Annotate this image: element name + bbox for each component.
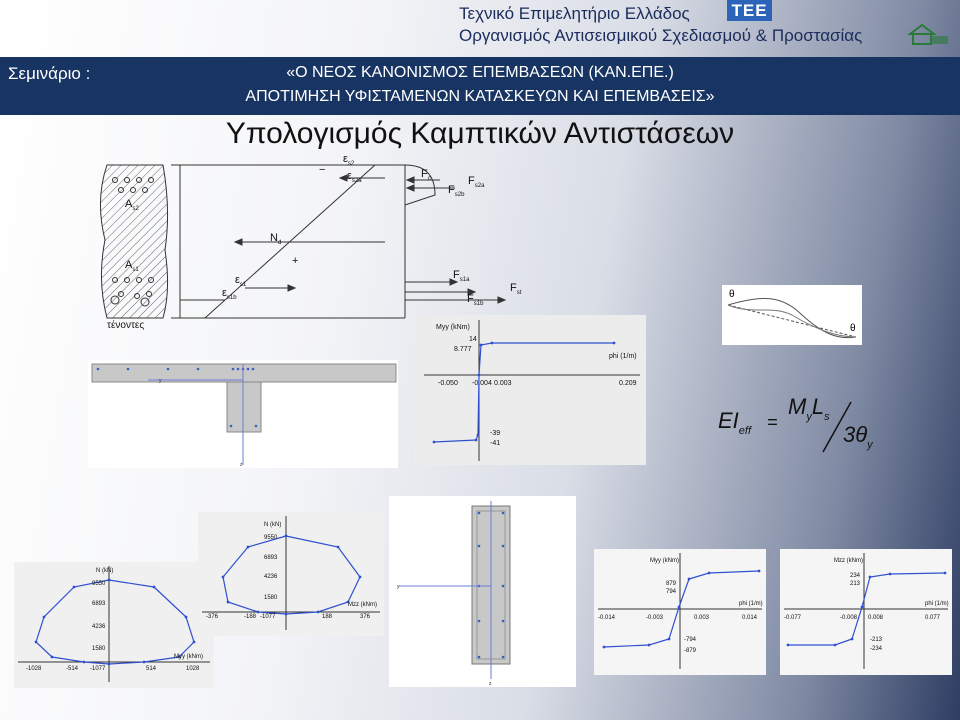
label-es1b: $\varepsilon_{s1b}$: [222, 287, 237, 301]
data-point: [477, 434, 480, 437]
label-fs1a: $F_{s1a}$: [453, 269, 470, 283]
data-point: [222, 576, 225, 579]
x-tick-label: -376: [206, 614, 219, 620]
label-es2: $\varepsilon_{s2}$: [343, 153, 355, 167]
data-point: [317, 611, 320, 614]
seminar-label: Σεμινάριο :: [8, 64, 91, 83]
y-tick-label: -1077: [260, 614, 276, 620]
seminar-banner: [0, 57, 960, 115]
x-tick-label: -0.003: [646, 615, 664, 621]
data-point: [43, 616, 46, 619]
formula-equals: =: [767, 412, 778, 432]
y-tick-label: 9550: [92, 581, 106, 587]
chart-n-mzz: [198, 512, 384, 636]
chart-myy-top: [414, 315, 646, 465]
y-tick-label: -41: [490, 440, 501, 447]
x-tick-label: -1028: [26, 666, 42, 672]
y-tick-label: -213: [870, 637, 883, 643]
data-point: [475, 439, 478, 442]
y-tick-label: -879: [684, 648, 697, 654]
y-tick-label: -794: [684, 637, 697, 643]
column-axis-y: y: [397, 584, 400, 590]
data-point: [285, 535, 288, 538]
data-point: [247, 546, 250, 549]
x-tick-label: 0.003: [494, 380, 512, 387]
x-tick-label: -0.050: [438, 380, 458, 387]
formula-denominator: $3\theta_y$: [843, 422, 873, 451]
effective-stiffness-formula: [715, 390, 890, 455]
data-point: [889, 573, 892, 576]
x-tick-label: 0.209: [619, 380, 637, 387]
data-point: [227, 601, 230, 604]
y-axis-label: Mzz (kNm): [834, 558, 863, 564]
y-axis-label: Myy (kNm): [436, 324, 470, 331]
data-point: [337, 546, 340, 549]
data-point: [688, 578, 691, 581]
data-point: [861, 606, 864, 609]
x-tick-label: -0.077: [784, 615, 802, 621]
x-tick-label: 188: [322, 614, 333, 620]
data-point: [153, 586, 156, 589]
data-point: [108, 663, 111, 666]
x-axis-label: phi (1/m): [739, 601, 763, 607]
column-section-panel: [389, 496, 576, 687]
data-point: [851, 638, 854, 641]
y-axis-label: N (kN): [96, 568, 114, 574]
label-fs2a: $F_{s2a}$: [468, 175, 485, 189]
label-plus: +: [292, 255, 299, 267]
data-point: [285, 613, 288, 616]
data-point: [834, 644, 837, 647]
label-fc: $F_c$: [421, 168, 431, 182]
seminar-title-line2: ΑΠΟΤΙΜΗΣΗ ΥΦΙΣΤΑΜΕΝΩΝ ΚΑΤΑΣΚΕΥΩΝ ΚΑΙ ΕΠΕΜΒΑΣΕΙΣ»: [245, 88, 715, 105]
org-name: Τεχνικό Επιμελητήριο Ελλάδος: [459, 4, 690, 23]
y-tick-label: 213: [850, 581, 861, 587]
x-axis-label: Mzz (kNm): [348, 602, 377, 608]
data-point: [108, 579, 111, 582]
data-point: [613, 342, 616, 345]
x-tick-label: -514: [66, 666, 79, 672]
label-es1: $\varepsilon_{s1}$: [235, 274, 247, 288]
x-tick-label: -0.004: [472, 380, 492, 387]
section-strain-diagram: [85, 150, 525, 340]
data-point: [433, 441, 436, 444]
label-fst: $F_{st}$: [510, 282, 522, 296]
data-point: [708, 572, 711, 575]
data-point: [478, 374, 481, 377]
column-axis-z: z: [489, 681, 492, 687]
org-subtitle: Οργανισμός Αντισεισμικού Σχεδιασμού & Προστασίας: [459, 26, 863, 45]
data-point: [944, 572, 947, 575]
y-tick-label: 1580: [92, 646, 106, 652]
data-point: [648, 644, 651, 647]
data-point: [491, 342, 494, 345]
x-tick-label: -0.014: [598, 615, 616, 621]
label-as1: $A_{s1}$: [125, 259, 139, 273]
chart-background: [780, 549, 952, 675]
y-tick-label: -39: [490, 430, 501, 437]
data-point: [359, 576, 362, 579]
data-point: [35, 641, 38, 644]
formula-numerator: $M_yL_s$: [788, 394, 830, 423]
data-point: [869, 576, 872, 579]
theta-label-2: θ: [850, 323, 856, 334]
data-point: [257, 611, 260, 614]
y-tick-label: 1580: [264, 595, 278, 601]
y-tick-label: 14: [469, 336, 477, 343]
y-tick-label: 6893: [92, 601, 106, 607]
y-tick-label: 794: [666, 589, 677, 595]
x-tick-label: 376: [360, 614, 371, 620]
x-tick-label: 1028: [186, 666, 200, 672]
y-tick-label: -234: [870, 646, 883, 652]
data-point: [185, 616, 188, 619]
label-es2a: $\varepsilon_{s2a}$: [347, 170, 362, 184]
x-tick-label: 0.003: [694, 615, 710, 621]
tee-axis-y: y: [159, 378, 162, 384]
y-tick-label: 879: [666, 581, 677, 587]
x-axis-label: phi (1/m): [609, 353, 637, 360]
deformed-shape-panel: [722, 285, 862, 345]
data-point: [787, 644, 790, 647]
label-nd: $N_d$: [270, 232, 282, 246]
data-point: [480, 344, 483, 347]
y-tick-label: 8.777: [454, 346, 472, 353]
data-point: [603, 646, 606, 649]
y-tick-label: 6893: [264, 555, 278, 561]
x-tick-label: -0.008: [840, 615, 858, 621]
data-point: [193, 641, 196, 644]
tee-section-panel: [88, 360, 398, 468]
y-tick-label: -1077: [90, 666, 106, 672]
chart-n-myy: [14, 562, 214, 688]
y-axis-label: Myy (kNm): [650, 558, 679, 564]
label-as2: $A_{s2}$: [125, 198, 139, 212]
theta-label-1: θ: [729, 289, 735, 300]
x-tick-label: 0.077: [925, 615, 941, 621]
y-tick-label: 4236: [92, 624, 106, 630]
label-fs1b: $F_{s1b}$: [467, 293, 484, 307]
x-tick-label: 0.014: [742, 615, 758, 621]
x-tick-label: 514: [146, 666, 157, 672]
x-tick-label: -188: [244, 614, 257, 620]
tee-logo: ΤΕΕ: [727, 0, 772, 21]
chart-mzz-phi: [780, 549, 952, 675]
x-axis-label: phi (1/m): [925, 601, 949, 607]
seminar-title-line1: «Ο ΝΕΟΣ ΚΑΝΟΝΙΣΜΟΣ ΕΠΕΜΒΑΣΕΩΝ (ΚΑΝ.ΕΠΕ.): [286, 64, 674, 81]
x-tick-label: 0.008: [868, 615, 884, 621]
data-point: [51, 656, 54, 659]
tee-axis-z: z: [240, 462, 243, 468]
data-point: [668, 638, 671, 641]
label-minus: −: [319, 164, 326, 176]
data-point: [73, 586, 76, 589]
y-tick-label: 4236: [264, 574, 278, 580]
data-point: [758, 570, 761, 573]
chart-myy-phi: [594, 549, 766, 675]
data-point: [83, 661, 86, 664]
oasp-logo-icon: [908, 22, 950, 48]
y-tick-label: 234: [850, 573, 861, 579]
slide-title: Υπολογισμός Καμπτικών Αντιστάσεων: [225, 117, 735, 150]
stress-block: [405, 165, 435, 205]
data-point: [143, 661, 146, 664]
data-point: [678, 606, 681, 609]
label-fs2b: $F_{s2b}$: [448, 184, 465, 198]
y-axis-label: N (kN): [264, 522, 282, 528]
y-tick-label: 9550: [264, 535, 278, 541]
label-tendons: τένοντες: [107, 320, 145, 331]
x-axis-label: Myy (kNm): [174, 654, 203, 660]
formula-lhs: $EI_{eff}$: [718, 408, 752, 437]
chart-background: [414, 315, 646, 465]
